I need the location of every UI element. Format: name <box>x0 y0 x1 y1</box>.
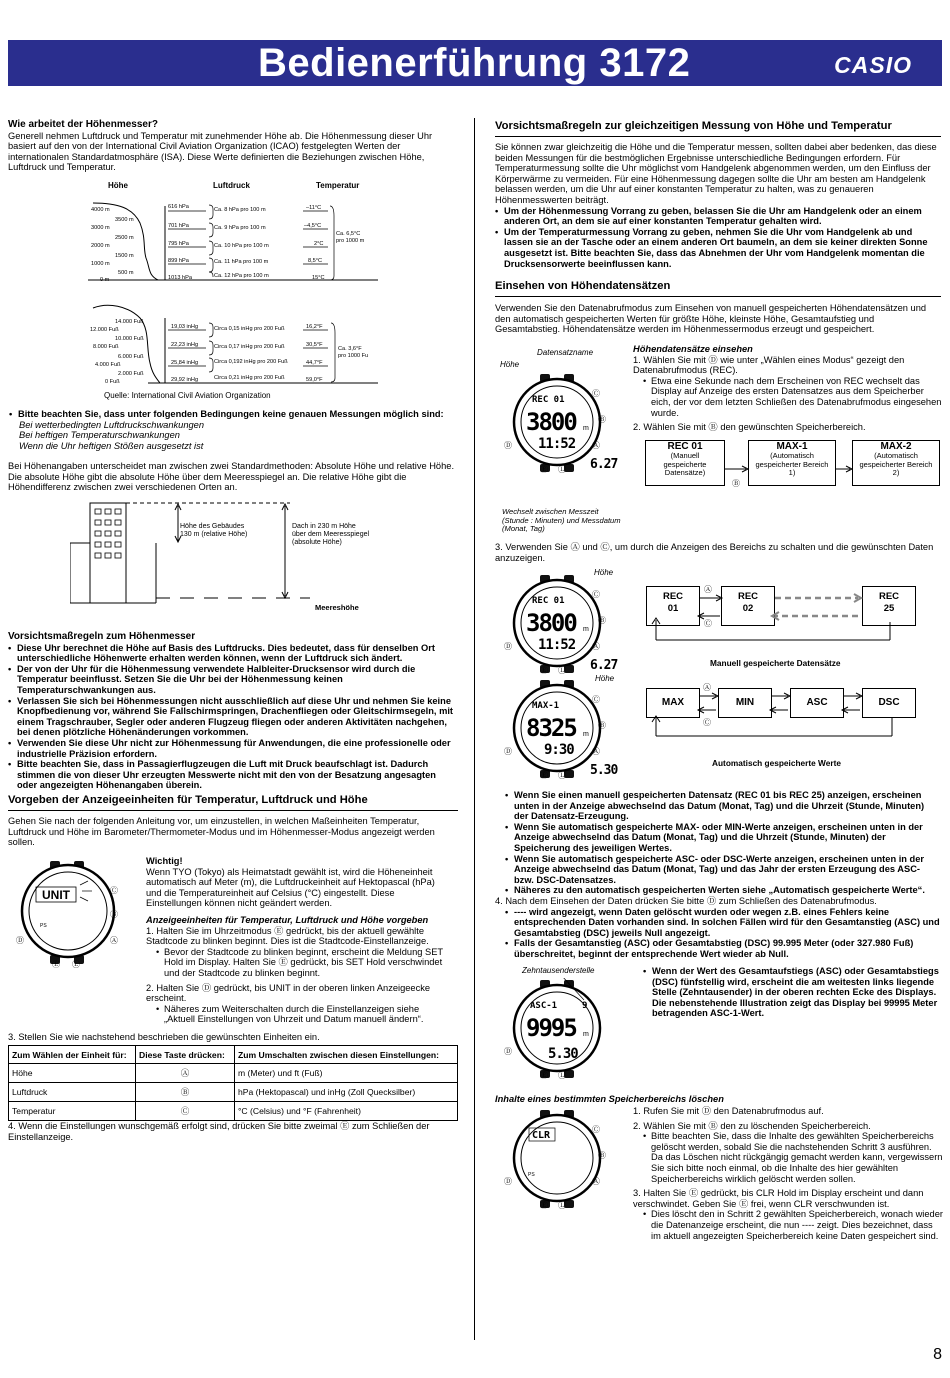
watch-asc <box>502 978 627 1093</box>
box-arrows <box>640 455 940 495</box>
svg-text:2000 m: 2000 m <box>91 243 110 249</box>
head-hoehe: Höhe <box>108 181 128 190</box>
sub-title: Höhendatensätze einsehen <box>633 344 753 354</box>
label-absolute-height: Dach in 230 m Höhe über dem Meeresspiegel (absolute Höhe) <box>292 523 370 546</box>
watch-mid: 11:52 <box>538 436 576 452</box>
section-title: Wie arbeitet der Höhenmesser? <box>8 119 158 130</box>
step-3-note: • Dies löscht den in Schritt 2 gewählten Speicherbereich, wonach wieder die Datenanzeige erscheint, die nun ---- zeigt. Dies bezeichnet, dass im aktuell angezeigten Speicherbereich keine Daten gespeichert sind. <box>651 1209 943 1241</box>
source-label: Quelle: International Civil Aviation Organization <box>104 391 271 400</box>
svg-text:Ⓒ: Ⓒ <box>592 590 600 599</box>
units-table <box>8 1045 458 1121</box>
box-rec02-seq: REC 02 <box>721 586 775 626</box>
svg-text:Ⓑ: Ⓑ <box>110 910 118 919</box>
rec-caption: Manuell gespeicherte Datensätze <box>710 658 841 668</box>
watch-zt: 9 <box>582 1001 588 1011</box>
cell: m (Meter) und ft (Fuß) <box>235 1064 458 1083</box>
label-height: Höhe <box>595 674 615 683</box>
svg-text:30,5°F: 30,5°F <box>306 342 323 348</box>
svg-text:Ca. 8 hPa pro 100 m: Ca. 8 hPa pro 100 m <box>214 207 266 213</box>
precaution-item: • Verwenden Sie diese Uhr nicht zur Höhenmessung für Anwendungen, die eine professionelle oder industrielle Präzision erfordern. <box>17 738 458 759</box>
watch-unit: m <box>583 626 589 633</box>
svg-text:pro 1000 Fu: pro 1000 Fu <box>338 353 369 359</box>
methods-paragraph: Bei Höhenangaben unterscheidet man zwischen zwei Standardmethoden: Absolute Höhe und relative Höhe. Die absolute Höhe gibt die absolute Höhe über dem Meeresspiegel an. Die relative Höhe gibt die Höhendifferenz zwischen zwei verschiedenen Orten an. <box>8 461 455 493</box>
wichtig-box <box>146 856 446 1025</box>
wichtig-title: Wichtig! <box>146 856 183 866</box>
svg-text:1000 m: 1000 m <box>91 261 110 267</box>
section-altimeter-how <box>8 120 458 173</box>
watch-big: 9995 <box>526 1014 576 1042</box>
conditions-lead: • Bitte beachten Sie, dass unter folgenden Bedingungen keine genauen Messungen möglich sind: <box>18 409 458 420</box>
label-time-date: Wechselt zwischen Messzeit (Stunde : Minuten) und Messdatum (Monat, Tag) <box>502 507 621 533</box>
watch-rec-2-svg <box>502 573 627 683</box>
svg-text:Ⓓ: Ⓓ <box>504 747 512 756</box>
svg-text:44,7°F: 44,7°F <box>306 360 323 366</box>
simul-body <box>495 142 941 269</box>
step-4-note: • Falls der Gesamtanstieg (ASC) oder Gesamtabstieg (DSC) 99.995 Meter (oder 327.980 Fuß) überschreitet, beginnt der entsprechende Wert wieder ab Null. <box>514 938 941 959</box>
svg-text:Ca. 12 hPa pro 100 m: Ca. 12 hPa pro 100 m <box>214 273 269 279</box>
step-1-note: • Bevor der Stadtcode zu blinken beginnt, erscheint die Meldung SET Hold im Display. Halten Sie Ⓔ gedrückt, bis SET Hold verschwindet und der Stadtcode zu blinken beginnt. <box>164 947 446 979</box>
box-max: MAX <box>646 688 700 718</box>
isa-diagram <box>88 178 468 403</box>
svg-text:Ca. 3,6°F: Ca. 3,6°F <box>338 346 362 352</box>
svg-text:8.000 Fuß: 8.000 Fuß <box>93 344 119 350</box>
building-diagram <box>70 498 370 616</box>
table-head: Zum Umschalten zwischen diesen Einstellungen: <box>235 1046 458 1064</box>
svg-text:Ⓐ: Ⓐ <box>592 642 600 651</box>
step-2: 2. Wählen Sie mit Ⓑ den gewünschten Speicherbereich. <box>633 422 866 433</box>
svg-text:Ⓒ: Ⓒ <box>110 886 118 895</box>
head-luftdruck: Luftdruck <box>213 181 250 190</box>
table-row <box>9 1102 458 1121</box>
svg-text:1500 m: 1500 m <box>115 253 134 259</box>
view-note: • Wenn Sie automatisch gespeicherte ASC- oder DSC-Werte anzeigen, erscheinen unten in der Anzeige abwechselnd das Datum (Monat, Tag) und das Jahr der ersten Erzeugung des ASC- bzw. DSC-Datensatzes. <box>514 854 941 886</box>
svg-text:Ⓔ: Ⓔ <box>540 771 548 780</box>
svg-text:Ⓒ: Ⓒ <box>592 695 600 704</box>
cell: Höhe <box>9 1064 136 1083</box>
watch-rec-1 <box>502 372 627 487</box>
watch-rec-2 <box>502 573 627 688</box>
cell: hPa (Hektopascal) und inHg (Zoll Quecksilber) <box>235 1083 458 1102</box>
svg-text:14.000 Fuß: 14.000 Fuß <box>115 319 144 325</box>
cell: Ⓑ <box>136 1083 235 1102</box>
svg-text:1013 hPa: 1013 hPa <box>168 275 192 281</box>
svg-text:Ⓐ: Ⓐ <box>110 936 118 945</box>
column-divider <box>474 118 475 1340</box>
svg-text:6.000 Fuß: 6.000 Fuß <box>118 354 144 360</box>
svg-text:29,92 inHg: 29,92 inHg <box>171 377 199 383</box>
head-temperatur: Temperatur <box>316 181 360 190</box>
simul-paragraph: Sie können zwar gleichzeitig die Höhe und die Temperatur messen, sollten dabei aber bedenken, das diese beiden Messungen für die bestmöglichen Ergebnisse unterschiedliche Bedingungen erfordern. Für Temperaturmessung sollte die Uhr möglichst vom Handgelenk abgenommen werden, um den Einfluss der Körperwärme zu vermeiden. Für eine Höhenmessung dagegen sollte die Uhr am besten am Handgelenk belassen werden, um die Uhr auf einer konstanten Temperatur zu halten, was zu genaueren Höhenmesswerten beiträgt. <box>495 142 937 205</box>
svg-text:Ⓒ: Ⓒ <box>592 1125 600 1134</box>
step-2-note: • Bitte beachten Sie, dass die Inhalte des gewählten Speicherbereichs gelöscht werden, sobald Sie die nachstehenden Schritt 3 ausführen. Da das Löschen nicht rückgängig gemacht werden kann, vergewissern Sie sich bitte noch einmal, ob die Inhalte des hier gewählten Speicherbereichs wirklich gelöscht werden sollen. <box>651 1131 943 1184</box>
watch-unit-illustration <box>14 855 124 975</box>
svg-text:Ⓛ: Ⓛ <box>558 1201 566 1210</box>
precaution-item: • Der von der Uhr für die Höhenmessung verwendete Halbleiter-Drucksensor wird durch die Temperatur beeinflusst. Setzen Sie die Uhr bei der Höhenmessung keinen Temperaturschwankungen aus. <box>17 664 458 696</box>
watch-top: MAX-1 <box>532 701 560 711</box>
svg-text:Circa 0,17 inHg pro 200 Fuß: Circa 0,17 inHg pro 200 Fuß <box>214 344 285 350</box>
svg-text:Ⓐ: Ⓐ <box>592 441 600 450</box>
section-title: Vorsichtsmaßregeln zur gleichzeitigen Messung von Höhe und Temperatur <box>495 120 892 132</box>
condition-item: Bei heftigen Temperaturschwankungen <box>19 430 180 441</box>
svg-text:Ⓑ: Ⓑ <box>598 415 606 424</box>
step-3 <box>495 542 941 563</box>
watch-big: 8325 <box>526 714 576 742</box>
svg-text:22,23 inHg: 22,23 inHg <box>171 342 199 348</box>
view-note: • Wenn Sie automatisch gespeicherte MAX- oder MIN-Werte anzeigen, erscheinen unten in der Anzeige abwechselnd das Datum (Monat, Tag) und die Uhrzeit (Stunde, Minuten) der Speicherung des jeweiligen Wertes. <box>514 822 941 854</box>
step-4 <box>8 1121 458 1142</box>
svg-text:Ⓓ: Ⓓ <box>504 441 512 450</box>
step-1: 1. Rufen Sie mit Ⓓ den Datenabrufmodus auf. <box>633 1106 824 1116</box>
label-sea-level: Meereshöhe <box>315 603 359 612</box>
svg-text:Ⓓ: Ⓓ <box>504 1047 512 1056</box>
svg-text:59,0°F: 59,0°F <box>306 377 323 383</box>
view-note: • Wenn Sie einen manuell gespeicherten Datensatz (REC 01 bis REC 25) anzeigen, erscheinen unten in der Anzeige abwechselnd das Datum (Monat, Tag) und die Uhrzeit (Stunde, Minuten) der Datensatz-Erzeugung. <box>514 790 941 822</box>
svg-text:0 Fuß: 0 Fuß <box>105 379 120 385</box>
units-intro <box>8 816 458 848</box>
svg-text:Ⓔ: Ⓔ <box>52 960 60 969</box>
svg-text:2500 m: 2500 m <box>115 235 134 241</box>
cell: Ⓒ <box>136 1102 235 1121</box>
step-4-text: 4. Nach dem Einsehen der Daten drücken Sie bitte Ⓓ zum Schließen des Datenabrufmodus. <box>495 896 877 906</box>
precaution-item: • Bitte beachten Sie, dass in Passagierflugzeugen die Luft mit Druck beaufschlagt ist. Dadurch stimmen die von dieser Uhr erzeugten Messwerte nicht mit den von der Besatzung angesagten oder angezeigten Höhenangaben überein. <box>17 759 458 791</box>
watch-mid: 9:30 <box>544 742 574 758</box>
svg-text:Ca. 9 hPa pro 100 m: Ca. 9 hPa pro 100 m <box>214 225 266 231</box>
watch-unit: m <box>583 731 589 738</box>
svg-text:Circa 0,15 inHg pro 200 Fuß: Circa 0,15 inHg pro 200 Fuß <box>214 326 285 332</box>
cell: Temperatur <box>9 1102 136 1121</box>
watch-big: 3800 <box>526 408 576 436</box>
table-head: Zum Wählen der Einheit für: <box>9 1046 136 1064</box>
box-asc: ASC <box>790 688 844 718</box>
svg-text:2.000 Fuß: 2.000 Fuß <box>118 371 144 377</box>
label-height: Höhe <box>500 360 520 369</box>
simul-item: • Um der Höhenmessung Vorrang zu geben, belassen Sie die Uhr am Handgelenk oder an einem anderen Ort, an dem sie auf einer konstanten Temperatur gehalten wird. <box>504 206 941 227</box>
cell: °C (Celsius) und °F (Fahrenheit) <box>235 1102 458 1121</box>
svg-text:Ⓓ: Ⓓ <box>504 642 512 651</box>
svg-text:0 m: 0 m <box>100 277 110 283</box>
rec-arrows <box>640 580 940 655</box>
box-dsc: DSC <box>862 688 916 718</box>
simul-item: • Um der Temperaturmessung Vorrang zu geben, nehmen Sie die Uhr vom Handgelenk ab und lassen sie an der Tasche oder an einem anderen Ort baumeln, an dem sie keiner direkten Sonne ausgesetzt ist. Bitte beachten Sie, dass das Abnehmen der Uhr vom Handgelenk momentan die Drucksensorwerte beeinflussen kann. <box>504 227 941 269</box>
watch-top: REC 01 <box>532 596 565 606</box>
section-title: Vorgeben der Anzeigeeinheiten für Temperatur, Luftdruck und Höhe <box>8 794 368 806</box>
svg-text:25,84 inHg: 25,84 inHg <box>171 360 199 366</box>
svg-text:Ⓔ: Ⓔ <box>540 465 548 474</box>
view-steps <box>633 344 943 433</box>
watch-unit: m <box>583 425 589 432</box>
svg-text:PS: PS <box>40 923 47 929</box>
svg-text:Ⓐ: Ⓐ <box>592 747 600 756</box>
svg-text:Ⓐ: Ⓐ <box>592 1177 600 1186</box>
svg-text:616 hPa: 616 hPa <box>168 204 189 210</box>
svg-text:Ⓛ: Ⓛ <box>72 960 80 969</box>
svg-text:Ⓐ: Ⓐ <box>703 683 711 692</box>
title-rule <box>495 296 941 297</box>
svg-text:Circa 0,192 inHg pro 200 Fuß: Circa 0,192 inHg pro 200 Fuß <box>214 359 288 365</box>
svg-text:PS: PS <box>528 1172 535 1178</box>
svg-text:701 hPa: 701 hPa <box>168 223 189 229</box>
svg-text:3000 m: 3000 m <box>91 225 110 231</box>
auto-arrows <box>640 680 940 752</box>
step-2-note: • Näheres zum Weiterschalten durch die Einstellanzeigen siehe „Aktuell Einstellungen von Uhrzeit und Datum manuell ändern“. <box>164 1004 446 1025</box>
section-units <box>8 794 458 807</box>
svg-text:–4,5°C: –4,5°C <box>304 223 322 229</box>
svg-text:Ⓐ: Ⓐ <box>704 585 712 594</box>
header-bar <box>8 40 942 86</box>
svg-text:500 m: 500 m <box>118 270 134 276</box>
page-title: Bedienerführung 3172 <box>258 41 691 85</box>
casio-logo: CASIO <box>834 52 912 78</box>
title-rule <box>495 136 941 137</box>
watch-bot: 5.30 <box>548 1046 578 1062</box>
box-title: MAX-2 <box>880 441 912 452</box>
svg-text:Ca. 10 hPa pro 100 m: Ca. 10 hPa pro 100 m <box>214 243 269 249</box>
condition-item: Bei wetterbedingten Luftdruckschwankungen <box>19 419 205 430</box>
zt-note-text: • Wenn der Wert des Gesamtaufstiegs (ASC) oder Gesamtabstiegs (DSC) fünfstellig wird, erscheint die am weitesten links liegende Stelle (Zehntausender) in der oberen rechten Ecke des Displays. Die nebenstehende Illustration zeigt das Display bei 99995 Meter betragenden ASC-1-Wert. <box>652 966 941 1019</box>
svg-text:Ⓑ: Ⓑ <box>598 616 606 625</box>
step-1: 1. Wählen Sie mit Ⓓ wie unter „Wählen eines Modus“ gezeigt den Datenabrufmodus (REC). <box>633 354 905 376</box>
svg-text:Ⓒ: Ⓒ <box>704 619 712 628</box>
step-4 <box>495 896 941 960</box>
label-record-name: Datensatzname <box>537 348 594 357</box>
step-3 <box>8 1032 458 1043</box>
watch-bot: 6.27 <box>590 658 618 673</box>
sub-title: Anzeigeeinheiten für Temperatur, Luftdruck und Höhe vorgeben <box>146 914 429 925</box>
svg-text:Ⓑ: Ⓑ <box>598 1151 606 1160</box>
view-note: • Näheres zu den automatisch gespeicherten Werten siehe „Automatisch gespeicherte Werte“. <box>514 885 941 896</box>
svg-text:Ca. 6,5°C: Ca. 6,5°C <box>336 231 361 237</box>
title-rule <box>8 810 458 811</box>
box-min: MIN <box>718 688 772 718</box>
svg-text:Ⓑ: Ⓑ <box>598 721 606 730</box>
svg-text:–11°C: –11°C <box>306 205 322 211</box>
svg-text:Ⓛ: Ⓛ <box>558 465 566 474</box>
svg-text:8,5°C: 8,5°C <box>308 258 323 264</box>
step-3: 3. Halten Sie Ⓔ gedrückt, bis CLR Hold im Display erscheint und dann verschwindet. Geben Sie Ⓔ frei, wenn CLR verschwunden ist. <box>633 1188 924 1209</box>
svg-text:Circa 0,21 inHg pro 200 Fuß: Circa 0,21 inHg pro 200 Fuß <box>214 375 285 381</box>
svg-text:Ⓑ: Ⓑ <box>732 479 740 488</box>
step-4-note: • ---- wird angezeigt, wenn Daten gelöscht wurden oder wegen z.B. eines Fehlers keine entsprechenden Daten vorhanden sind. In solchen Fällen wird für den Gesamtanstieg (ASC) und Gesamtabstieg (DSC) jeweils Null angezeigt. <box>514 907 941 939</box>
table-row <box>9 1064 458 1083</box>
box-title: REC 01 <box>667 441 703 452</box>
step-1: 1. Halten Sie im Uhrzeitmodus Ⓔ gedrückt, bis der aktuell gewählte Stadtcode zu blinken beginnt. Dies ist die Stadtcode-Einstellanzeige. <box>146 925 429 947</box>
watch-asc-svg <box>502 978 627 1088</box>
svg-text:2°C: 2°C <box>314 241 324 247</box>
box-rec25-seq: REC 25 <box>862 586 916 626</box>
watch-max <box>502 678 627 793</box>
watch-unit: m <box>583 1031 589 1038</box>
svg-text:Ⓔ: Ⓔ <box>540 666 548 675</box>
watch-clr-svg <box>502 1108 627 1218</box>
section-view-records <box>495 280 941 293</box>
label-relative-height: Höhe des Gebäudes 130 m (relative Höhe) <box>180 523 248 538</box>
cell: Luftdruck <box>9 1083 136 1102</box>
cell: Ⓐ <box>136 1064 235 1083</box>
conditions <box>8 409 458 451</box>
auto-caption: Automatisch gespeicherte Werte <box>712 758 841 768</box>
condition-item: Wenn die Uhr heftigen Stößen ausgesetzt ist <box>19 440 204 451</box>
svg-text:Ⓛ: Ⓛ <box>558 771 566 780</box>
view-intro-text: Verwenden Sie den Datenabrufmodus zum Einsehen von manuell gespeicherten Höhendatensätzen und den automatisch gespeicherten Werten für größte Höhe, kleinste Höhe, Gesamtaufstieg und Gesamtabstieg. Höhendatensätze werden im Höhenmessermodus erzeugt und gespeichert. <box>495 303 927 335</box>
label-ten-thousands: Zehntausenderstelle <box>522 966 595 975</box>
svg-text:3500 m: 3500 m <box>115 217 134 223</box>
box-sub: (Manuell gespeicherte Datensätze) <box>663 451 707 477</box>
step-2: 2. Halten Sie Ⓓ gedrückt, bis UNIT in der oberen linken Anzeigeecke erscheint. <box>146 982 431 1004</box>
precaution-item: • Verlassen Sie sich bei Höhenmessungen nicht ausschließlich auf diese Uhr und nehmen Sie keine Knopfbedienung vor, während Sie Fallschirmspringen, Drachenfliegen oder Gleitschirmsegeln, mit einem Tragschrauber, Segler oder anderen Flugzeug fliegen oder anderen Aktivitäten nachgehen, bei denen plötzliche Höhenänderungen vorkommen. <box>17 696 458 738</box>
section-body: Generell nehmen Luftdruck und Temperatur mit zunehmender Höhe ab. Die Höhenmessung dieser Uhr basiert auf den von der International Civil Aviation Organization (ICAO) festgelegten Werten der internationalen Standardatmosphäre (ISA). Diese Werte definierten die Beziehungen zwischen Höhe, Luftdruck und Temperatur. <box>8 130 433 173</box>
svg-text:795 hPa: 795 hPa <box>168 241 189 247</box>
svg-text:12.000 Fuß: 12.000 Fuß <box>90 327 119 333</box>
step-2: 2. Wählen Sie mit Ⓑ den zu löschenden Speicherbereich. <box>633 1120 871 1131</box>
watch-top: CLR <box>532 1130 551 1141</box>
methods-text <box>8 461 458 493</box>
svg-text:899 hPa: 899 hPa <box>168 258 189 264</box>
watch-clr <box>502 1108 627 1223</box>
watch-big: 3800 <box>526 609 576 637</box>
svg-text:Ⓛ: Ⓛ <box>558 666 566 675</box>
svg-text:16,2°F: 16,2°F <box>306 324 323 330</box>
watch-top: ASC-1 <box>530 1001 558 1011</box>
watch-mid: 11:52 <box>538 637 576 653</box>
label-height: Höhe <box>594 568 614 577</box>
table-head: Diese Taste drücken: <box>136 1046 235 1064</box>
units-intro-text: Gehen Sie nach der folgenden Anleitung vor, um einzustellen, in welchen Maßeinheiten Temperatur, Luftdruck und Höhe im Barometer/Thermometer-Modus und im Höhenmesser-Modus angezeigt werden sollen. <box>8 816 435 848</box>
svg-text:Ⓒ: Ⓒ <box>703 718 711 727</box>
step-4-text: 4. Wenn die Einstellungen wunschgemäß erfolgt sind, drücken Sie bitte zweimal Ⓔ zum Schließen der Einstellanzeige. <box>8 1121 430 1142</box>
svg-text:Ⓓ: Ⓓ <box>16 936 24 945</box>
zt-note <box>643 966 941 1019</box>
svg-text:4.000 Fuß: 4.000 Fuß <box>95 362 121 368</box>
watch-bot: 6.27 <box>590 457 618 472</box>
view-notes <box>505 790 941 896</box>
watch-bot: 5.30 <box>590 763 618 778</box>
svg-text:4000 m: 4000 m <box>91 207 110 213</box>
page-number: 8 <box>933 1346 942 1363</box>
box-rec01-seq: REC 01 <box>646 586 700 626</box>
svg-text:Ⓔ: Ⓔ <box>540 1071 548 1080</box>
section-title: Einsehen von Höhendatensätzen <box>495 280 671 292</box>
svg-text:Ca. 11 hPa pro 100 m: Ca. 11 hPa pro 100 m <box>214 259 269 265</box>
svg-text:Ⓔ: Ⓔ <box>540 1201 548 1210</box>
box-title: MAX-1 <box>776 441 808 452</box>
view-intro <box>495 303 941 335</box>
wichtig-body: Wenn TYO (Tokyo) als Heimatstadt gewählt ist, wird die Höheneinheit automatisch auf Meter (m), die Luftdruckeinheit auf Hektopascal (hPa) und die Temperatureinheit auf Celsius (°C) eingestellt. Diese Einstellungen können nicht geändert werden. <box>146 866 435 909</box>
table-row <box>9 1083 458 1102</box>
clear-title: Inhalte eines bestimmten Speicherbereichs löschen <box>495 1094 724 1104</box>
step-1-note: • Etwa eine Sekunde nach dem Erscheinen von REC wechselt das Display auf Anzeige des ersten Datensatzes aus dem Speicherber eich, der vor dem letzten Schließen des Datenabrufmodus eingesehen wurde. <box>651 376 943 418</box>
svg-text:15°C: 15°C <box>312 275 325 281</box>
clear-steps <box>633 1106 943 1241</box>
section-title: Vorsichtsmaßregeln zum Höhenmesser <box>8 631 196 642</box>
svg-text:10.000 Fuß: 10.000 Fuß <box>115 336 144 342</box>
section-simultaneous <box>495 120 941 133</box>
svg-text:Ⓓ: Ⓓ <box>504 1177 512 1186</box>
box-sub: (Automatisch gespeicherter Bereich 1) <box>755 451 829 477</box>
watch-max-svg <box>502 678 627 788</box>
watch-top: REC 01 <box>532 395 565 405</box>
box-sub: (Automatisch gespeicherter Bereich 2) <box>859 451 933 477</box>
svg-text:Ⓛ: Ⓛ <box>558 1071 566 1080</box>
watch-rec-1-svg <box>502 372 627 482</box>
watch-unit-text: UNIT <box>42 888 70 902</box>
precaution-item: • Diese Uhr berechnet die Höhe auf Basis des Luftdrucks. Dies bedeutet, dass für denselben Ort unterschiedliche Höhenwerte erhalten werden können, wenn der Luftdruck sich ändert. <box>17 643 458 664</box>
step-3-text: 3. Verwenden Sie Ⓐ und Ⓒ, um durch die Anzeigen des Bereichs zu schalten und die gewünschten Daten anzuzeigen. <box>495 542 934 563</box>
section-precautions <box>8 632 458 791</box>
svg-text:19,03 inHg: 19,03 inHg <box>171 324 199 330</box>
step-3-text: 3. Stellen Sie wie nachstehend beschrieben die gewünschten Einheiten ein. <box>8 1032 320 1042</box>
svg-text:Ⓒ: Ⓒ <box>592 389 600 398</box>
svg-text:pro 1000 m: pro 1000 m <box>336 238 365 244</box>
